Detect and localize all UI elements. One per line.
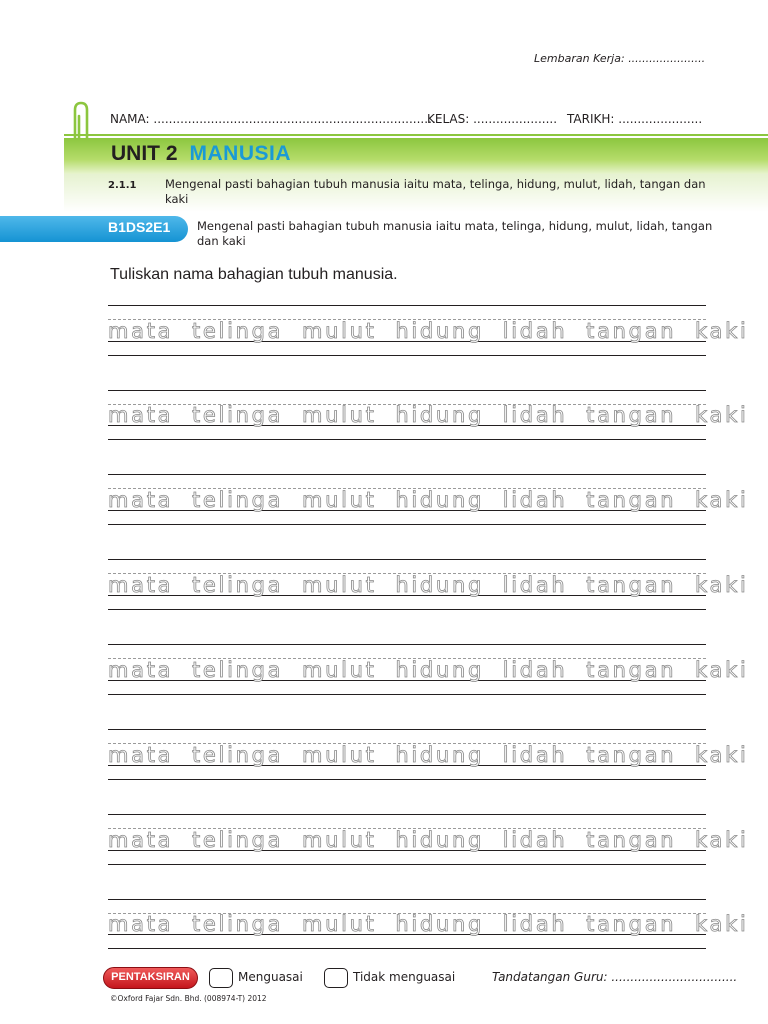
bottom-line (108, 694, 706, 695)
unit-number: UNIT 2 (111, 142, 178, 165)
top-line (108, 474, 706, 475)
tracing-row[interactable]: mata telinga mulut hidung lidah tangan kaki (108, 403, 749, 427)
nama-label: NAMA: (110, 112, 150, 126)
tracing-row[interactable]: mata telinga mulut hidung lidah tangan kaki (108, 658, 749, 682)
tarikh-label: TARIKH: (567, 112, 615, 126)
objective-code: 2.1.1 (108, 180, 137, 191)
copyright: ©Oxford Fajar Sdn. Bhd. (008974-T) 2012 (110, 994, 267, 1003)
top-line (108, 899, 706, 900)
tidak-menguasai-checkbox[interactable] (324, 968, 348, 988)
top-line (108, 559, 706, 560)
top-line (108, 814, 706, 815)
kelas-field (427, 112, 557, 126)
standard-text: Mengenal pasti bahagian tubuh manusia iaitu mata, telinga, hidung, mulut, lidah, tangan dan kaki (197, 219, 713, 248)
lembaran-blank[interactable]: ...................... (628, 52, 706, 65)
top-line (108, 390, 706, 391)
top-line (108, 644, 706, 645)
tracing-row[interactable]: mata telinga mulut hidung lidah tangan kaki (108, 828, 749, 852)
unit-title (111, 142, 291, 166)
top-line (108, 305, 706, 306)
bottom-line (108, 779, 706, 780)
lembaran-label: Lembaran Kerja: (534, 52, 625, 65)
bottom-line (108, 609, 706, 610)
kelas-blank[interactable]: ...................... (473, 112, 558, 126)
header-divider (64, 134, 768, 136)
instruction: Tuliskan nama bahagian tubuh manusia. (110, 266, 398, 283)
nama-blank[interactable]: .......................................................................... (153, 112, 436, 126)
bottom-line (108, 355, 706, 356)
tidak-menguasai-label: Tidak menguasai (353, 970, 456, 984)
pentaksiran-badge: PENTAKSIRAN (103, 967, 198, 989)
nama-field (110, 112, 436, 126)
tarikh-blank[interactable]: ...................... (618, 112, 703, 126)
menguasai-label: Menguasai (238, 970, 303, 984)
bottom-line (108, 439, 706, 440)
tracing-row[interactable]: mata telinga mulut hidung lidah tangan kaki (108, 573, 749, 597)
tandatangan-guru-field[interactable]: Tandatangan Guru: ................................. (492, 970, 738, 984)
top-line (108, 729, 706, 730)
tracing-row[interactable]: mata telinga mulut hidung lidah tangan kaki (108, 488, 749, 512)
tracing-row[interactable]: mata telinga mulut hidung lidah tangan kaki (108, 743, 749, 767)
bottom-line (108, 948, 706, 949)
lembaran-kerja (534, 52, 705, 65)
tarikh-field (567, 112, 702, 126)
bottom-line (108, 524, 706, 525)
unit-name: MANUSIA (189, 142, 292, 165)
menguasai-checkbox[interactable] (209, 968, 233, 988)
standard-code: B1DS2E1 (108, 219, 171, 235)
objective-text: Mengenal pasti bahagian tubuh manusia iaitu mata, telinga, hidung, mulut, lidah, tangan dan kaki (165, 177, 706, 206)
tracing-row[interactable]: mata telinga mulut hidung lidah tangan kaki (108, 319, 749, 343)
kelas-label: KELAS: (427, 112, 470, 126)
tracing-row[interactable]: mata telinga mulut hidung lidah tangan kaki (108, 912, 749, 936)
bottom-line (108, 864, 706, 865)
